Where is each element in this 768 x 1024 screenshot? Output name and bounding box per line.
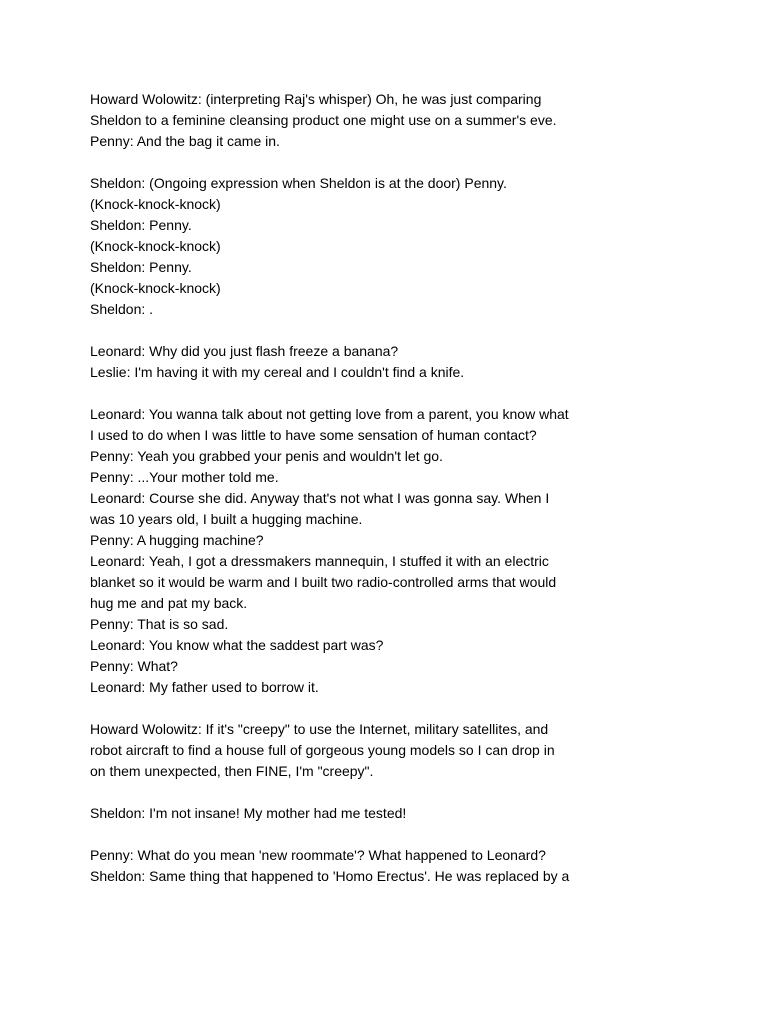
text-line: Penny: What do you mean 'new roommate'? What happened to Leonard? bbox=[90, 847, 546, 863]
text-line: Sheldon: Penny. bbox=[90, 217, 192, 233]
text-line: Penny: That is so sad. bbox=[90, 616, 229, 632]
text-line: Sheldon: (Ongoing expression when Sheldon is at the door) Penny. bbox=[90, 175, 507, 191]
text-line: Sheldon: Same thing that happened to 'Homo Erectus'. He was replaced by a bbox=[90, 868, 570, 884]
quote-block bbox=[90, 803, 730, 824]
text-line: Penny: A hugging machine? bbox=[90, 532, 264, 548]
text-line: Sheldon: I'm not insane! My mother had me tested! bbox=[90, 805, 407, 821]
text-line: robot aircraft to find a house full of gorgeous young models so I can drop in bbox=[90, 742, 555, 758]
text-line: blanket so it would be warm and I built two radio-controlled arms that would bbox=[90, 574, 557, 590]
text-line: was 10 years old, I built a hugging machine. bbox=[90, 511, 363, 527]
text-line: Sheldon: Penny. bbox=[90, 259, 192, 275]
text-line: Leonard: Yeah, I got a dressmakers mannequin, I stuffed it with an electric bbox=[90, 553, 549, 569]
text-line: Sheldon: . bbox=[90, 301, 154, 317]
quote-block bbox=[90, 341, 730, 383]
document-page bbox=[90, 89, 730, 908]
text-line: Leonard: Course she did. Anyway that's not what I was gonna say. When I bbox=[90, 490, 550, 506]
text-line: Howard Wolowitz: If it's "creepy" to use the Internet, military satellites, and bbox=[90, 721, 549, 737]
text-line: Leonard: My father used to borrow it. bbox=[90, 679, 319, 695]
text-line: Penny: And the bag it came in. bbox=[90, 133, 280, 149]
text-line: Leonard: You know what the saddest part was? bbox=[90, 637, 384, 653]
text-line: Leslie: I'm having it with my cereal and I couldn't find a knife. bbox=[90, 364, 465, 380]
text-line: Penny: Yeah you grabbed your penis and wouldn't let go. bbox=[90, 448, 443, 464]
quote-block bbox=[90, 89, 730, 152]
quote-block bbox=[90, 719, 730, 782]
text-line: Leonard: Why did you just flash freeze a banana? bbox=[90, 343, 399, 359]
text-line: Penny: ...Your mother told me. bbox=[90, 469, 279, 485]
quote-block bbox=[90, 404, 730, 698]
text-line: (Knock-knock-knock) bbox=[90, 196, 221, 212]
quote-block bbox=[90, 845, 730, 887]
text-line: (Knock-knock-knock) bbox=[90, 238, 221, 254]
text-line: Penny: What? bbox=[90, 658, 178, 674]
quote-block bbox=[90, 173, 730, 320]
text-line: hug me and pat my back. bbox=[90, 595, 248, 611]
text-line: Leonard: You wanna talk about not getting love from a parent, you know what bbox=[90, 406, 569, 422]
text-line: I used to do when I was little to have some sensation of human contact? bbox=[90, 427, 537, 443]
text-line: Howard Wolowitz: (interpreting Raj's whisper) Oh, he was just comparing bbox=[90, 91, 542, 107]
text-line: Sheldon to a feminine cleansing product one might use on a summer's eve. bbox=[90, 112, 557, 128]
text-line: (Knock-knock-knock) bbox=[90, 280, 221, 296]
text-line: on them unexpected, then FINE, I'm "creepy". bbox=[90, 763, 374, 779]
